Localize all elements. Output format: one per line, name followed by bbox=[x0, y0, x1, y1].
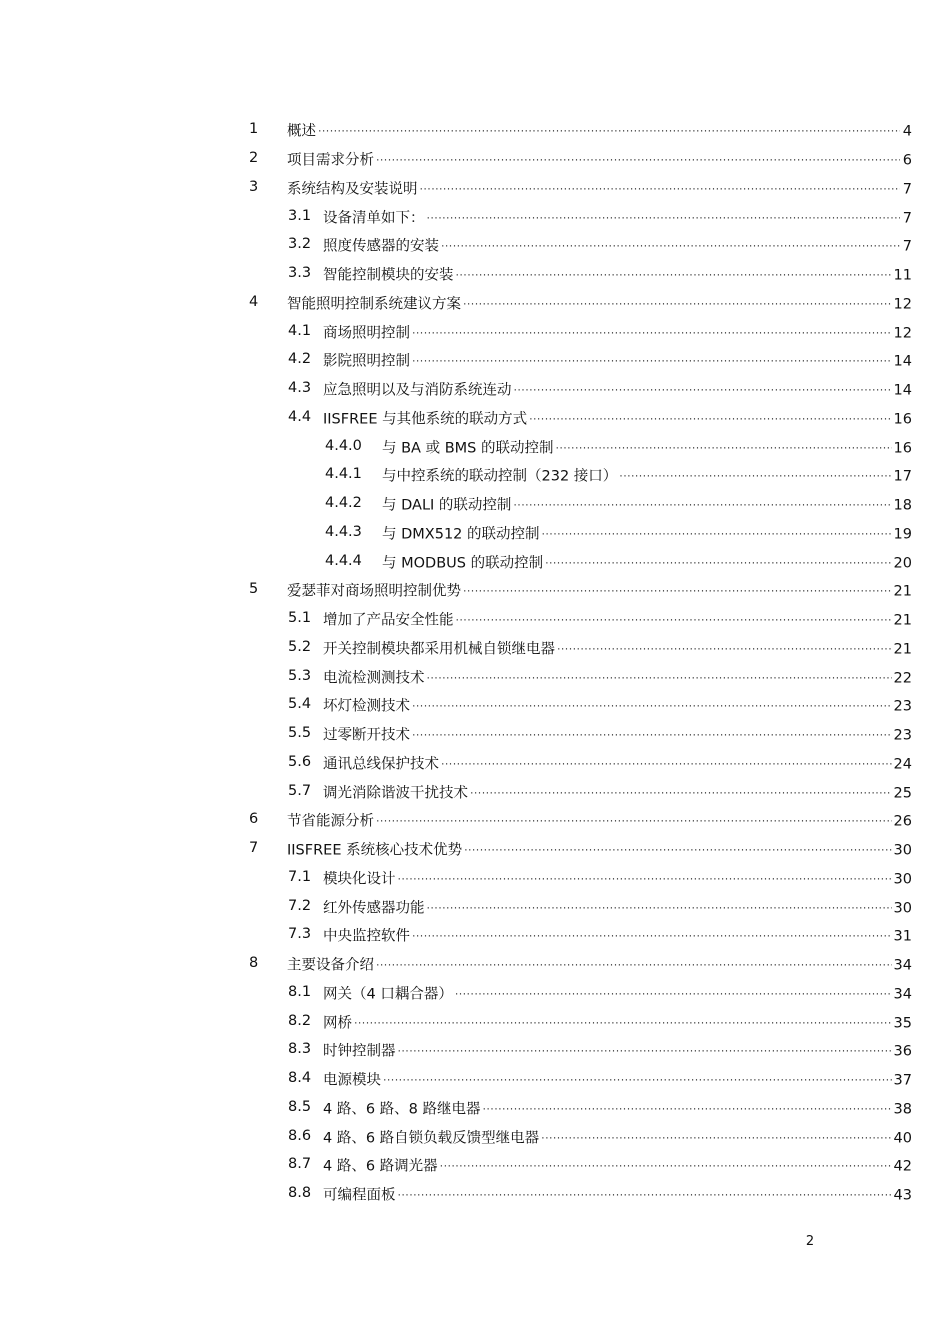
toc-entry-page: 25 bbox=[893, 785, 912, 802]
toc-entry-number: 2 bbox=[249, 150, 259, 167]
toc-dot-leader bbox=[557, 635, 892, 653]
toc-entry-number: 6 bbox=[249, 811, 259, 828]
toc-entry[interactable] bbox=[249, 288, 912, 317]
toc-entry-title: 与 BA 或 BMS 的联动控制 bbox=[382, 440, 554, 457]
toc-entry[interactable] bbox=[249, 1035, 912, 1064]
toc-entry-page: 18 bbox=[893, 497, 912, 514]
toc-entry-page: 30 bbox=[893, 842, 912, 859]
toc-entry-number: 7.3 bbox=[288, 926, 312, 943]
toc-dot-leader bbox=[412, 693, 892, 711]
toc-dot-leader bbox=[441, 750, 892, 768]
toc-entry[interactable] bbox=[249, 374, 912, 403]
toc-entry-page: 37 bbox=[893, 1072, 912, 1089]
toc-entry-text bbox=[287, 290, 912, 313]
toc-entry-number: 8.2 bbox=[288, 1012, 312, 1029]
toc-dot-leader bbox=[514, 377, 892, 395]
toc-entry-number: 5.2 bbox=[288, 638, 312, 655]
toc-dot-leader bbox=[376, 808, 892, 826]
toc-entry[interactable] bbox=[249, 776, 912, 805]
toc-dot-leader bbox=[619, 463, 891, 481]
toc-entry[interactable] bbox=[249, 489, 912, 518]
toc-entry-title: 时钟控制器 bbox=[323, 1043, 396, 1060]
toc-entry-number: 4.4.0 bbox=[325, 437, 362, 454]
toc-entry-text bbox=[323, 722, 912, 745]
toc-dot-leader bbox=[427, 894, 892, 912]
toc-entry-text bbox=[323, 204, 912, 227]
toc-entry-title: 网关（4 口耦合器） bbox=[323, 986, 453, 1003]
toc-entry-title: 照度传感器的安装 bbox=[323, 238, 439, 255]
toc-dot-leader bbox=[440, 1153, 892, 1171]
toc-entry[interactable] bbox=[249, 518, 912, 547]
toc-dot-leader bbox=[463, 290, 892, 308]
toc-entry-title: 电源模块 bbox=[323, 1072, 381, 1089]
toc-dot-leader bbox=[354, 1009, 892, 1027]
toc-entry-text bbox=[323, 894, 912, 917]
toc-entry-title: 商场照明控制 bbox=[323, 325, 410, 342]
toc-dot-leader bbox=[441, 233, 900, 251]
toc-entry-page: 11 bbox=[893, 267, 912, 284]
toc-entry-number: 3.2 bbox=[288, 236, 312, 253]
toc-entry-text bbox=[382, 549, 912, 572]
toc-entry-page: 12 bbox=[893, 325, 912, 342]
toc-entry[interactable] bbox=[249, 115, 912, 144]
toc-entry[interactable] bbox=[249, 345, 912, 374]
toc-entry-title: 设备清单如下： bbox=[323, 210, 425, 227]
toc-entry-page: 16 bbox=[893, 411, 912, 428]
toc-dot-leader bbox=[455, 980, 892, 998]
toc-entry-text bbox=[323, 405, 912, 428]
toc-entry-number: 4.4.4 bbox=[325, 552, 362, 569]
toc-entry[interactable] bbox=[249, 1064, 912, 1093]
toc-entry-number: 8.8 bbox=[288, 1185, 312, 1202]
toc-entry-page: 22 bbox=[893, 670, 912, 687]
toc-entry-page: 7 bbox=[902, 238, 912, 255]
toc-entry-title: 过零断开技术 bbox=[323, 727, 410, 744]
toc-entry-page: 36 bbox=[893, 1043, 912, 1060]
toc-entry[interactable] bbox=[249, 978, 912, 1007]
toc-entry[interactable] bbox=[249, 1006, 912, 1035]
toc-entry-title: 系统结构及安装说明 bbox=[287, 181, 418, 198]
toc-entry-number: 5.7 bbox=[288, 782, 312, 799]
toc-entry[interactable] bbox=[249, 1150, 912, 1179]
toc-entry[interactable] bbox=[249, 230, 912, 259]
toc-entry-text bbox=[323, 664, 912, 687]
toc-entry-page: 31 bbox=[893, 928, 912, 945]
toc-entry-number: 5.6 bbox=[288, 753, 312, 770]
toc-entry-text bbox=[382, 463, 912, 486]
toc-entry[interactable] bbox=[249, 748, 912, 777]
toc-entry-page: 30 bbox=[893, 871, 912, 888]
toc-entry[interactable] bbox=[249, 1121, 912, 1150]
toc-entry-text bbox=[287, 175, 912, 198]
toc-entry-number: 8.1 bbox=[288, 983, 312, 1000]
toc-entry-page: 34 bbox=[893, 957, 912, 974]
toc-entry[interactable] bbox=[249, 1093, 912, 1122]
toc-entry[interactable] bbox=[249, 431, 912, 460]
toc-entry-title: 坏灯检测技术 bbox=[323, 698, 410, 715]
toc-entry-title: 4 路、6 路调光器 bbox=[323, 1158, 438, 1175]
toc-entry-page: 16 bbox=[893, 440, 912, 457]
toc-dot-leader bbox=[545, 549, 891, 567]
toc-entry-page: 26 bbox=[893, 813, 912, 830]
table-of-contents bbox=[249, 115, 912, 1208]
toc-entry-text bbox=[323, 923, 912, 946]
toc-entry-title: 调光消除谐波干扰技术 bbox=[323, 785, 468, 802]
toc-entry-number: 4.3 bbox=[288, 380, 312, 397]
toc-entry-title: 与 DALI 的联动控制 bbox=[382, 497, 512, 514]
toc-entry[interactable] bbox=[249, 719, 912, 748]
toc-entry[interactable] bbox=[249, 259, 912, 288]
toc-entry-title: 电流检测测技术 bbox=[323, 670, 425, 687]
toc-entry[interactable] bbox=[249, 834, 912, 863]
toc-entry-number: 8.6 bbox=[288, 1127, 312, 1144]
toc-entry[interactable] bbox=[249, 805, 912, 834]
toc-entry-page: 14 bbox=[893, 353, 912, 370]
toc-entry-text bbox=[323, 779, 912, 802]
toc-dot-leader bbox=[398, 865, 892, 883]
toc-entry-title: 与中控系统的联动控制（232 接口） bbox=[382, 468, 618, 485]
toc-entry-page: 30 bbox=[893, 900, 912, 917]
toc-dot-leader bbox=[412, 722, 892, 740]
toc-entry[interactable] bbox=[249, 173, 912, 202]
toc-entry-page: 7 bbox=[902, 210, 912, 227]
toc-dot-leader bbox=[513, 492, 891, 510]
toc-entry-number: 7.2 bbox=[288, 897, 312, 914]
toc-entry-text bbox=[382, 492, 912, 515]
toc-entry-number: 4.4.3 bbox=[325, 523, 362, 540]
toc-entry-text bbox=[382, 520, 912, 543]
toc-entry-page: 4 bbox=[902, 123, 912, 140]
toc-entry-text bbox=[323, 635, 912, 658]
toc-entry-text bbox=[323, 377, 912, 400]
toc-entry-title: 主要设备介绍 bbox=[287, 957, 374, 974]
toc-entry-text bbox=[287, 837, 912, 860]
toc-entry-text bbox=[323, 1067, 912, 1090]
toc-entry-page: 14 bbox=[893, 382, 912, 399]
toc-entry-text bbox=[287, 147, 912, 170]
toc-entry-number: 3 bbox=[249, 178, 259, 195]
toc-entry-text bbox=[287, 118, 912, 141]
toc-dot-leader bbox=[463, 578, 892, 596]
toc-entry[interactable] bbox=[249, 575, 912, 604]
toc-entry-text bbox=[287, 578, 912, 601]
toc-entry-number: 8.3 bbox=[288, 1041, 312, 1058]
toc-entry-page: 43 bbox=[893, 1187, 912, 1204]
toc-entry-page: 38 bbox=[893, 1101, 912, 1118]
toc-entry-number: 1 bbox=[249, 121, 259, 138]
toc-entry-title: 项目需求分析 bbox=[287, 152, 374, 169]
toc-entry-text bbox=[323, 1095, 912, 1118]
toc-entry[interactable] bbox=[249, 546, 912, 575]
toc-entry-title: 通讯总线保护技术 bbox=[323, 756, 439, 773]
toc-dot-leader bbox=[412, 319, 892, 337]
toc-entry-text bbox=[323, 980, 912, 1003]
toc-entry-text bbox=[323, 233, 912, 256]
toc-dot-leader bbox=[470, 779, 892, 797]
toc-entry-number: 4.1 bbox=[288, 322, 312, 339]
toc-entry-title: 影院照明控制 bbox=[323, 353, 410, 370]
toc-dot-leader bbox=[376, 952, 892, 970]
toc-entry-page: 42 bbox=[893, 1158, 912, 1175]
toc-entry-text bbox=[323, 319, 912, 342]
toc-entry-title: 与 MODBUS 的联动控制 bbox=[382, 555, 544, 572]
toc-entry-page: 6 bbox=[902, 152, 912, 169]
toc-entry-title: 增加了产品安全性能 bbox=[323, 612, 454, 629]
toc-dot-leader bbox=[456, 607, 892, 625]
toc-entry-number: 8.5 bbox=[288, 1098, 312, 1115]
toc-entry-page: 23 bbox=[893, 698, 912, 715]
toc-entry-title: 爱瑟菲对商场照明控制优势 bbox=[287, 583, 461, 600]
toc-entry-text bbox=[382, 434, 912, 457]
toc-dot-leader bbox=[376, 147, 900, 165]
toc-entry-title: 4 路、6 路自锁负载反馈型继电器 bbox=[323, 1130, 540, 1147]
toc-entry-page: 20 bbox=[893, 555, 912, 572]
toc-dot-leader bbox=[464, 837, 891, 855]
toc-entry-number: 5 bbox=[249, 581, 259, 598]
toc-entry-title: 网桥 bbox=[323, 1015, 352, 1032]
toc-dot-leader bbox=[456, 262, 892, 280]
toc-entry-number: 4.4 bbox=[288, 408, 312, 425]
toc-entry-text bbox=[323, 865, 912, 888]
toc-entry-text bbox=[323, 1153, 912, 1176]
toc-entry-page: 19 bbox=[893, 526, 912, 543]
toc-entry[interactable] bbox=[249, 604, 912, 633]
toc-entry-title: 可编程面板 bbox=[323, 1187, 396, 1204]
toc-entry-page: 24 bbox=[893, 756, 912, 773]
toc-dot-leader bbox=[541, 1124, 891, 1142]
toc-dot-leader bbox=[318, 118, 900, 136]
toc-entry[interactable] bbox=[249, 661, 912, 690]
toc-entry-text bbox=[287, 952, 912, 975]
toc-entry-text bbox=[287, 808, 912, 831]
toc-dot-leader bbox=[383, 1067, 892, 1085]
toc-entry[interactable] bbox=[249, 920, 912, 949]
toc-entry[interactable] bbox=[249, 633, 912, 662]
toc-entry-text bbox=[323, 750, 912, 773]
toc-entry-number: 4 bbox=[249, 293, 259, 310]
toc-entry-text bbox=[323, 1038, 912, 1061]
toc-entry-number: 4.4.1 bbox=[325, 466, 362, 483]
toc-entry-title: 应急照明以及与消防系统连动 bbox=[323, 382, 512, 399]
toc-entry-title: 红外传感器功能 bbox=[323, 900, 425, 917]
toc-entry-title: 中央监控软件 bbox=[323, 928, 410, 945]
toc-dot-leader bbox=[542, 520, 892, 538]
toc-dot-leader bbox=[412, 348, 892, 366]
toc-entry-page: 40 bbox=[893, 1130, 912, 1147]
toc-dot-leader bbox=[412, 923, 892, 941]
toc-dot-leader bbox=[529, 405, 891, 423]
toc-entry-title: 4 路、6 路、8 路继电器 bbox=[323, 1101, 481, 1118]
toc-entry-text bbox=[323, 607, 912, 630]
toc-entry-page: 34 bbox=[893, 986, 912, 1003]
toc-dot-leader bbox=[398, 1182, 892, 1200]
toc-entry-text bbox=[323, 1009, 912, 1032]
toc-dot-leader bbox=[398, 1038, 892, 1056]
toc-entry-number: 8 bbox=[249, 955, 259, 972]
toc-dot-leader bbox=[427, 204, 901, 222]
toc-entry-title: 智能照明控制系统建议方案 bbox=[287, 296, 461, 313]
toc-entry-text bbox=[323, 1124, 912, 1147]
toc-entry-number: 7 bbox=[249, 840, 259, 857]
toc-entry[interactable] bbox=[249, 863, 912, 892]
toc-entry-page: 7 bbox=[902, 181, 912, 198]
toc-entry[interactable] bbox=[249, 403, 912, 432]
toc-entry-title: 与 DMX512 的联动控制 bbox=[382, 526, 540, 543]
toc-entry-title: 节省能源分析 bbox=[287, 813, 374, 830]
toc-dot-leader bbox=[483, 1095, 892, 1113]
toc-entry[interactable] bbox=[249, 949, 912, 978]
toc-entry-number: 4.2 bbox=[288, 351, 312, 368]
page-number: 2 bbox=[805, 1234, 815, 1249]
toc-entry-title: 概述 bbox=[287, 123, 316, 140]
toc-dot-leader bbox=[555, 434, 891, 452]
toc-entry-number: 5.4 bbox=[288, 696, 312, 713]
toc-entry-page: 23 bbox=[893, 727, 912, 744]
toc-entry-number: 3.1 bbox=[288, 207, 312, 224]
toc-entry-number: 5.3 bbox=[288, 667, 312, 684]
toc-entry-text bbox=[323, 262, 912, 285]
toc-entry-number: 5.1 bbox=[288, 610, 312, 627]
toc-entry-number: 7.1 bbox=[288, 868, 312, 885]
toc-entry[interactable] bbox=[249, 201, 912, 230]
toc-entry[interactable] bbox=[249, 316, 912, 345]
toc-entry-title: 模块化设计 bbox=[323, 871, 396, 888]
toc-entry-number: 5.5 bbox=[288, 725, 312, 742]
toc-entry[interactable] bbox=[249, 144, 912, 173]
toc-dot-leader bbox=[427, 664, 892, 682]
toc-entry-page: 21 bbox=[893, 612, 912, 629]
toc-entry-text bbox=[323, 348, 912, 371]
toc-entry[interactable] bbox=[249, 690, 912, 719]
toc-entry[interactable] bbox=[249, 1179, 912, 1208]
toc-entry-number: 3.3 bbox=[288, 265, 312, 282]
toc-entry[interactable] bbox=[249, 891, 912, 920]
toc-entry-text bbox=[323, 1182, 912, 1205]
toc-entry-title: IISFREE 与其他系统的联动方式 bbox=[323, 411, 528, 428]
toc-entry-number: 8.4 bbox=[288, 1070, 312, 1087]
toc-entry[interactable] bbox=[249, 460, 912, 489]
toc-entry-title: 智能控制模块的安装 bbox=[323, 267, 454, 284]
toc-entry-title: 开关控制模块都采用机械自锁继电器 bbox=[323, 641, 555, 658]
toc-entry-page: 12 bbox=[893, 296, 912, 313]
toc-entry-page: 21 bbox=[893, 583, 912, 600]
toc-entry-text bbox=[323, 693, 912, 716]
toc-entry-page: 35 bbox=[893, 1015, 912, 1032]
toc-entry-number: 8.7 bbox=[288, 1156, 312, 1173]
toc-dot-leader bbox=[420, 175, 901, 193]
toc-entry-page: 21 bbox=[893, 641, 912, 658]
toc-entry-title: IISFREE 系统核心技术优势 bbox=[287, 842, 463, 859]
toc-entry-number: 4.4.2 bbox=[325, 495, 362, 512]
toc-entry-page: 17 bbox=[893, 468, 912, 485]
